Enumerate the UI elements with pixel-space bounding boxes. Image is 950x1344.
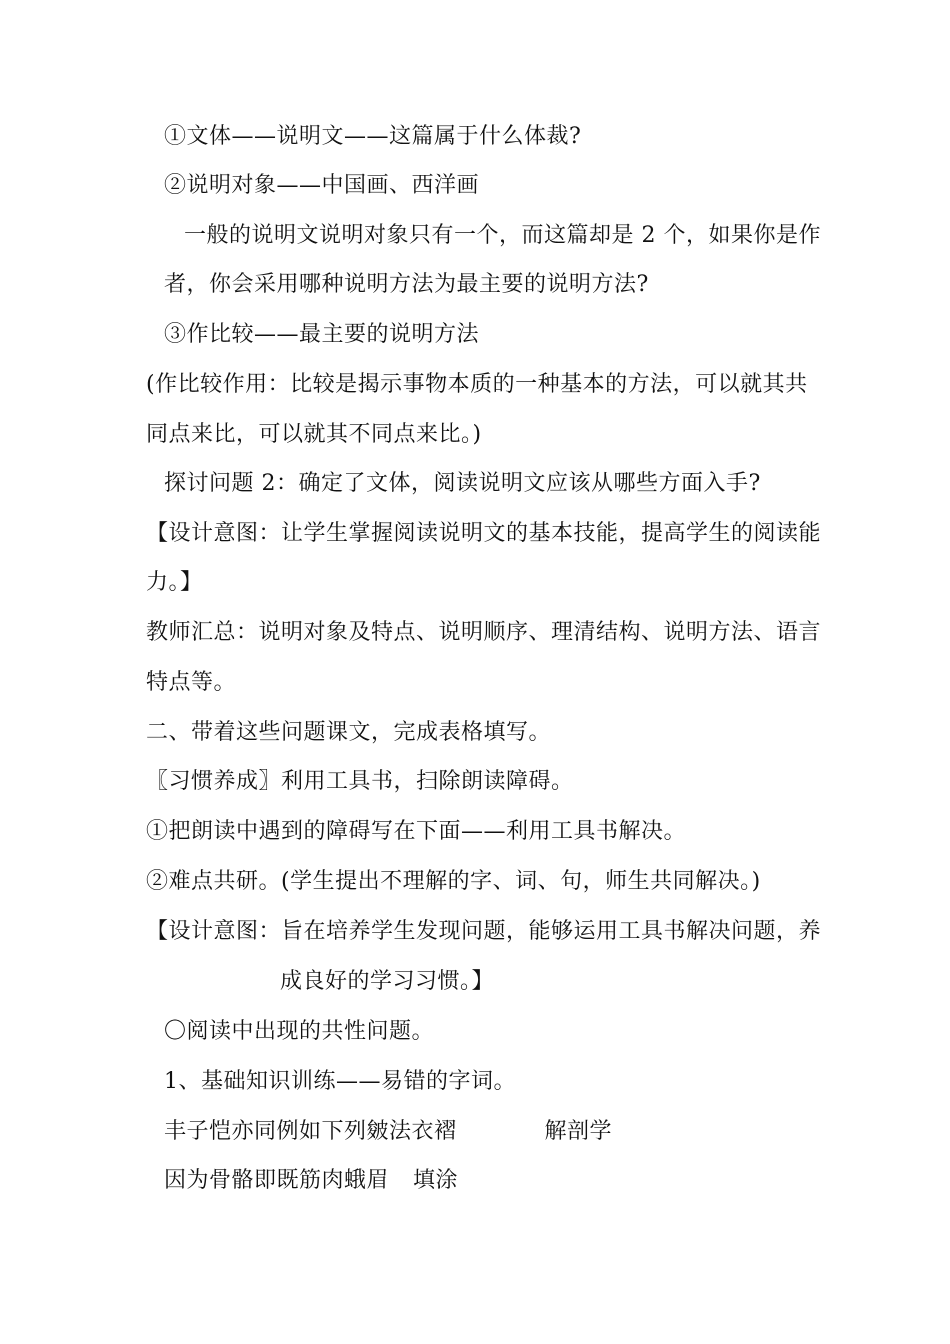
- paragraph-difficulty: ②难点共研。(学生提出不理解的字、词、句，师生共同解决。): [146, 869, 761, 894]
- paragraph-basic-training: 1、基础知识训练——易错的字词。: [164, 1069, 516, 1094]
- paragraph-teacher-summary: 教师汇总：说明对象及特点、说明顺序、理清结构、说明方法、语言: [146, 620, 822, 645]
- paragraph-object: ②说明对象——中国画、西洋画: [164, 173, 480, 198]
- paragraph-design-intent-1: 【设计意图：让学生掌握阅读说明文的基本技能，提高学生的阅读能: [146, 521, 822, 546]
- paragraph-habit: 〖习惯养成〗利用工具书，扫除朗读障碍。: [146, 769, 574, 794]
- paragraph-genre: ①文体——说明文——这篇属于什么体裁?: [164, 124, 582, 149]
- word-list-row-1-a: 丰子恺亦同例如下列皴法衣褶: [164, 1119, 457, 1144]
- paragraph-comparison-note-cont: 同点来比，可以就其不同点来比。): [146, 422, 482, 447]
- paragraph-question-1-cont: 者，你会采用哪种说明方法为最主要的说明方法?: [164, 272, 649, 297]
- paragraph-design-intent-1-cont: 力。】: [146, 570, 203, 595]
- word-list-row-1-b: 解剖学: [544, 1119, 613, 1144]
- paragraph-teacher-summary-cont: 特点等。: [146, 670, 237, 695]
- paragraph-design-intent-2: 【设计意图：旨在培养学生发现问题，能够运用工具书解决问题，养: [146, 919, 822, 944]
- paragraph-question-1: 一般的说明文说明对象只有一个，而这篇却是 2 个，如果你是作: [184, 223, 821, 248]
- word-list-row-2-b: 填涂: [413, 1168, 459, 1193]
- paragraph-common-issues: 〇阅读中出现的共性问题。: [164, 1019, 435, 1044]
- section-heading-two: 二、带着这些问题课文，完成表格填写。: [146, 720, 552, 745]
- word-list-row-2: [164, 1166, 458, 1196]
- paragraph-question-2: 探讨问题 2：确定了文体，阅读说明文应该从哪些方面入手?: [164, 471, 761, 496]
- paragraph-comparison-note: (作比较作用：比较是揭示事物本质的一种基本的方法，可以就其共: [146, 372, 808, 397]
- word-list-row-1: [164, 1117, 612, 1147]
- paragraph-comparison: ③作比较——最主要的说明方法: [164, 322, 480, 347]
- paragraph-design-intent-2-cont: 成良好的学习习惯。】: [280, 969, 495, 994]
- paragraph-obstacle: ①把朗读中遇到的障碍写在下面——利用工具书解决。: [146, 819, 687, 844]
- word-list-row-2-a: 因为骨骼即既筋肉蛾眉: [164, 1168, 390, 1193]
